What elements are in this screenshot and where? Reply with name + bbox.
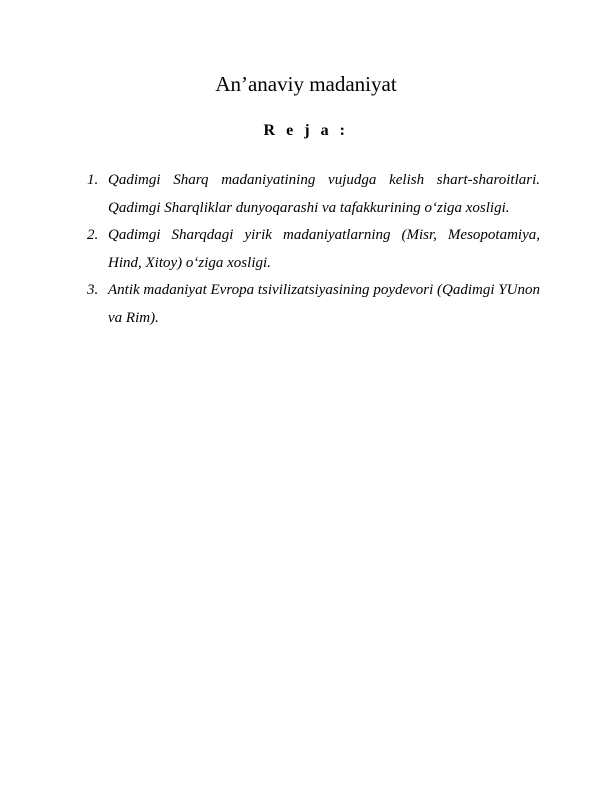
plan-item <box>87 167 540 222</box>
plan-heading: R e j a : <box>263 122 349 139</box>
plan-item-number: 3. <box>87 282 99 298</box>
plan-list <box>87 167 540 332</box>
plan-item-text: Qadimgi Sharqdagi yirik madaniyatlarning (Misr, Mesopotamiya, Hind, Xitoy) o‘ziga xosligi. <box>108 227 540 271</box>
plan-item-text: Qadimgi Sharq madaniyatining vujudga kelish shart-sharoitlari. Qadimgi Sharqliklar dunyoqarashi va tafakkurining o‘ziga xosligi. <box>108 172 540 216</box>
plan-item-number: 2. <box>87 227 99 243</box>
plan-item-text: Antik madaniyat Evropa tsivilizatsiyasining poydevori (Qadimgi YUnon va Rim). <box>108 282 540 326</box>
plan-item <box>87 277 540 332</box>
plan-item <box>87 222 540 277</box>
document-title: An’anaviy madaniyat <box>215 72 397 96</box>
plan-item-number: 1. <box>87 172 99 188</box>
